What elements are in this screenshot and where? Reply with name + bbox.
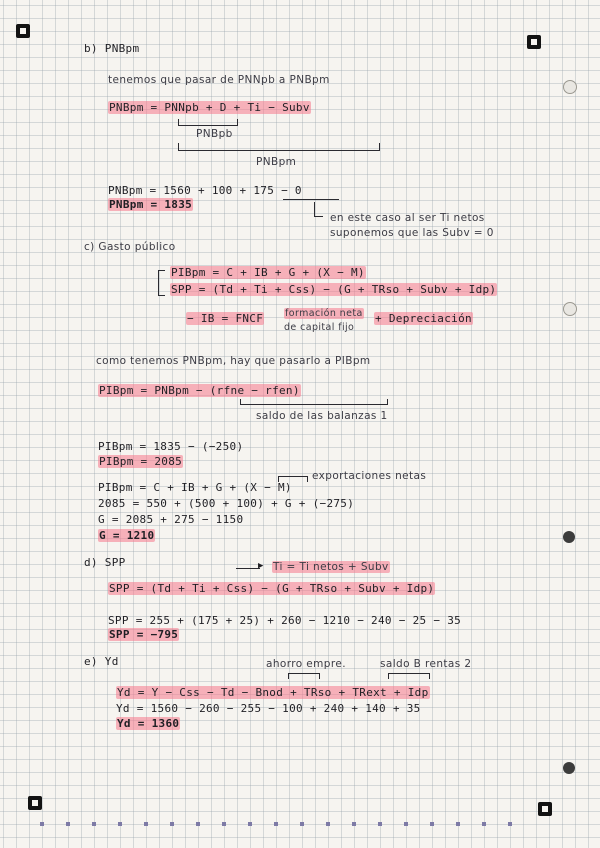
binder-hole-icon bbox=[563, 80, 577, 94]
brace-trext bbox=[388, 673, 430, 679]
section-c-result2: G = 1210 bbox=[99, 529, 155, 542]
section-c-export-note: exportaciones netas bbox=[312, 470, 427, 482]
corner-marker-icon bbox=[28, 796, 42, 810]
section-c-formula: PIBpm = PNBpm − (rfne − rfen) bbox=[99, 384, 300, 397]
section-c-formula-note: saldo de las balanzas 1 bbox=[256, 410, 388, 422]
corner-marker-icon bbox=[16, 24, 30, 38]
section-c-eq2: SPP = (Td + Ti + Css) − (G + TRso + Subv + Idp) bbox=[171, 283, 497, 296]
section-c-ib-paren1: formación neta bbox=[285, 308, 363, 319]
section-c-intro: como tenemos PNBpm, hay que pasarlo a PIBpm bbox=[96, 355, 371, 367]
section-b-calc: PNBpm = 1560 + 100 + 175 − 0 bbox=[108, 184, 302, 197]
brace-bnod bbox=[288, 673, 320, 679]
arrow-head-icon: ▶ bbox=[258, 561, 264, 571]
brace-pnbpm bbox=[178, 143, 380, 151]
brace-saldo bbox=[240, 399, 388, 405]
section-b-heading: b) PNBpm bbox=[84, 42, 140, 55]
corner-marker-icon bbox=[527, 35, 541, 49]
section-b-intro: tenemos que pasar de PNNpb a PNBpm bbox=[108, 74, 330, 86]
arrow-line bbox=[236, 568, 260, 569]
section-b-note2: suponemos que las Subv = 0 bbox=[330, 227, 494, 239]
section-c-eq3: PIBpm = C + IB + G + (X − M) bbox=[98, 481, 292, 494]
section-c-calc1: PIBpm = 1835 − (−250) bbox=[98, 440, 244, 453]
section-e-note2: saldo B rentas 2 bbox=[380, 658, 472, 670]
section-e-heading: e) Yd bbox=[84, 655, 119, 668]
section-c-ib-paren2: de capital fijo bbox=[284, 322, 355, 333]
section-c-ib-def: − IB = FNCF bbox=[187, 312, 264, 325]
section-e-note1: ahorro empre. bbox=[266, 658, 346, 670]
section-d-arrow-note: Ti = Ti netos + Subv bbox=[273, 561, 389, 573]
binder-hole-icon bbox=[563, 762, 575, 774]
brace-pnbpm-label: PNBpm bbox=[256, 156, 297, 168]
underline-ti bbox=[283, 199, 339, 200]
section-e-formula: Yd = Y − Css − Td − Bnod + TRso + TRext + Idp bbox=[117, 686, 429, 699]
corner-marker-icon bbox=[538, 802, 552, 816]
section-b-formula: PNBpm = PNNpb + D + Ti − Subv bbox=[109, 101, 310, 114]
binder-hole-icon bbox=[563, 302, 577, 316]
section-c-calc3: G = 2085 + 275 − 1150 bbox=[98, 513, 244, 526]
section-e-calc: Yd = 1560 − 260 − 255 − 100 + 240 + 140 + 35 bbox=[116, 702, 421, 715]
section-d-calc: SPP = 255 + (175 + 25) + 260 − 1210 − 240 − 25 − 35 bbox=[108, 614, 462, 627]
section-d-result: SPP = −795 bbox=[109, 628, 179, 641]
section-c-result1: PIBpm = 2085 bbox=[99, 455, 183, 468]
section-c-ib-plus: + Depreciación bbox=[375, 312, 472, 325]
section-c-eq1: PIBpm = C + IB + G + (X − M) bbox=[171, 266, 365, 279]
section-c-heading: c) Gasto público bbox=[84, 241, 176, 253]
section-b-note1: en este caso al ser Ti netos bbox=[330, 212, 485, 224]
section-c-calc2: 2085 = 550 + (500 + 100) + G + (−275) bbox=[98, 497, 355, 510]
section-d-formula: SPP = (Td + Ti + Css) − (G + TRso + Subv + Idp) bbox=[109, 582, 435, 595]
brace-pnbpb bbox=[178, 119, 238, 126]
section-d-heading: d) SPP bbox=[84, 556, 126, 569]
brace-pnbpb-label: PNBpb bbox=[196, 128, 233, 140]
bracket-equations bbox=[158, 270, 165, 296]
binder-hole-icon bbox=[563, 531, 575, 543]
section-b-result: PNBpm = 1835 bbox=[109, 198, 193, 211]
section-e-result: Yd = 1360 bbox=[117, 717, 180, 730]
note-arrow bbox=[314, 202, 323, 217]
